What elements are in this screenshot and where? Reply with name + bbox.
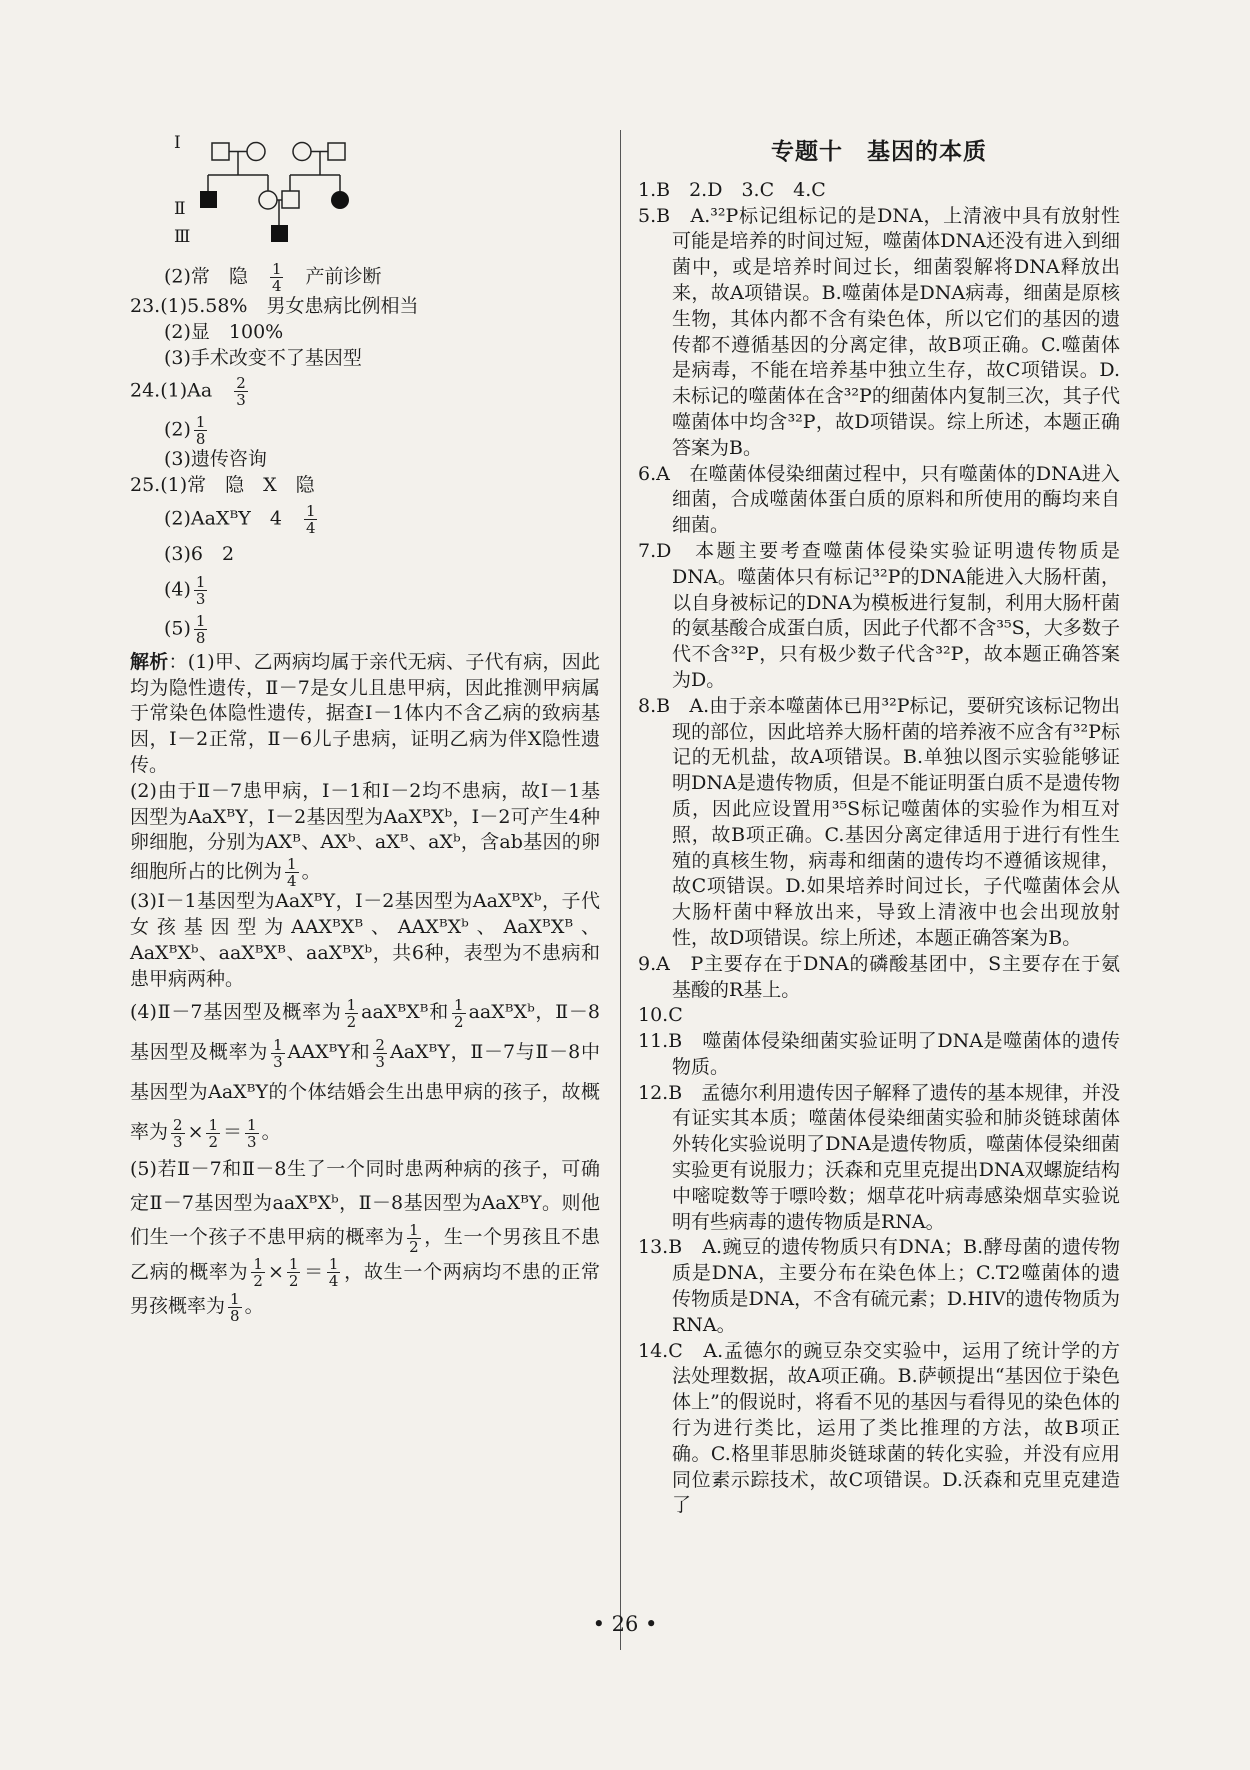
generation-label-3: Ⅲ [174,227,191,247]
answer-25-4: (4) $\frac{1}{3}$ [164,572,206,608]
answer-22-2: (2)常 隐 $\frac{1}{4}$ 产前诊断 [164,260,382,295]
pedigree-II-female [259,191,277,209]
answer-23-3: (3)手术改变不了基因型 [164,346,362,369]
answer-24-1: 24.(1)Aa $\frac{2}{3}$ [130,374,246,410]
analysis-part-5: (5)若Ⅱ－7和Ⅱ－8生了一个同时患两种病的孩子，可确定Ⅱ－7基因型为aaXᴮXᵇ，Ⅱ－8基因型为AaXᴮY。则他们生一个孩子不患甲病的概率为 $\frac{1}{2}$ ，生一个男孩且不患乙病的概率为 $\frac{1}{2}$ × $\frac{1}{2}$ ＝ $\frac{1}{4}$ ，故生一个两病均不患的正常男孩概率为 $\frac{1}{8}$ 。 [130,1158,600,1325]
pedigree-III-affected-male [271,225,288,242]
answer-item: 1.B 2.D 3.C 4.C [638,178,826,201]
answer-23-2: (2)显 100% [164,320,284,343]
analysis-part-2: (2)由于Ⅱ－7患甲病，Ⅰ－1和Ⅰ－2均不患病，故Ⅰ－1基因型为AaXᴮY，Ⅰ－2基因型为AaXᴮXᵇ，Ⅰ－2可产生4种卵细胞，分别为AXᴮ、AXᵇ、aXᴮ、aXᵇ，含ab基因的卵细胞所占的比例为 $\frac{1}{4}$ 。 [130,779,600,891]
answer-23-1: 23.(1)5.58% 男女患病比例相当 [130,295,419,317]
pedigree-I1-male [212,143,229,160]
generation-label-1: Ⅰ [174,133,181,153]
right-column [638,140,1120,1519]
answer-25-3: (3)6 2 [164,542,235,565]
section-title: 专题十 基因的本质 [771,139,987,165]
pedigree-I3-female [293,143,311,161]
answer-24-2: (2) $\frac{1}{8}$ [164,413,206,449]
pedigree-diagram [130,125,390,255]
left-column [130,125,600,1324]
answer-item: 14.C A.孟德尔的豌豆杂交实验中，运用了统计学的方法处理数据，故A项正确。B.萨顿提出“基因位于染色体上”的假说时，将看不见的基因与看得见的染色体的行为进行类比，运用了类比推理的方法，故B项正确。C.格里菲思肺炎链球菌的转化实验，并没有应用同位素示踪技术，故C项错误。D.沃森和克里克建造了 [638,1339,1120,1517]
pedigree-II-affected-male [200,191,217,208]
answer-25-5: (5) $\frac{1}{8}$ [164,611,206,647]
pedigree-I4-male [328,143,345,160]
pedigree-svg [130,125,390,255]
answer-item: 13.B A.豌豆的遗传物质只有DNA；B.酵母菌的遗传物质是DNA，主要分布在染色体上；C.T2噬菌体的遗传物质是DNA，不含有硫元素；D.HIV的遗传物质为RNA。 [638,1236,1120,1336]
answer-item: 12.B 孟德尔利用遗传因子解释了遗传的基本规律，并没有证实其本质；噬菌体侵染细菌实验和肺炎链球菌体外转化实验说明了DNA是遗传物质，噬菌体侵染细菌实验更有说服力；沃森和克里克提出DNA双螺旋结构中嘧啶数等于嘌呤数；烟草花叶病毒感染烟草实验说明有些病毒的遗传物质是RNA。 [638,1081,1120,1233]
answer-item: 6.A 在噬菌体侵染细菌过程中，只有噬菌体的DNA进入细菌，合成噬菌体蛋白质的原料和所使用的酶均来自细菌。 [638,462,1120,537]
analysis-part-3: (3)Ⅰ－1基因型为AaXᴮY，Ⅰ－2基因型为AaXᴮXᵇ，子代女孩基因型为AAXᴮXᴮ、AAXᴮXᵇ、AaXᴮXᴮ、AaXᴮXᵇ、aaXᴮXᴮ、aaXᴮXᵇ，共6种，表型为不患病和患甲病两种。 [130,890,600,990]
answer-item: 7.D 本题主要考查噬菌体侵染实验证明遗传物质是DNA。噬菌体只有标记³²P的DNA能进入大肠杆菌，以自身被标记的DNA为模板进行复制，利用大肠杆菌的氨基酸合成蛋白质，因此子代都不含³⁵S，大多数子代不含³²P，只有极少数子代含³²P，故本题正确答案为D。 [638,539,1120,691]
answer-item: 5.B A.³²P标记组标记的是DNA，上清液中具有放射性可能是培养的时间过短，噬菌体DNA还没有进入到细菌中，或是培养时间过长，细菌裂解将DNA释放出来，故A项错误。B.噬菌体是DNA病毒，细菌是原核生物，其体内都不含有染色体，所以它们的基因的遗传都不遵循基因的分离定律，故B项正确。C.噬菌体是病毒，不能在培养基中独立生存，故C项错误。D.未标记的噬菌体在含³²P的细菌体内复制三次，其子代噬菌体中均含³²P，故D项错误。综上所述，本题正确答案为B。 [638,204,1120,459]
pedigree-II-male [282,191,299,208]
answer-25-1: 25.(1)常 隐 X 隐 [130,474,315,497]
analysis-part-1: 解析：(1)甲、乙两病均属于亲代无病、子代有病，因此均为隐性遗传，Ⅱ－7是女儿且患甲病，因此推测甲病属于常染色体隐性遗传，据查Ⅰ－1体内不含乙病的致病基因，Ⅰ－2正常，Ⅱ－6儿子患病，证明乙病为伴X隐性遗传。 [130,650,600,776]
column-divider [620,130,621,1650]
answer-25-2: (2)AaXᴮY 4 $\frac{1}{4}$ [164,501,316,537]
generation-label-2: Ⅱ [174,199,186,219]
page-number: • 26 • [592,1612,658,1636]
pedigree-II-affected-female [331,191,349,209]
answer-item: 10.C [638,1004,683,1027]
answer-item: 11.B 噬菌体侵染细菌实验证明了DNA是噬菌体的遗传物质。 [638,1030,1120,1078]
analysis-part-4: (4)Ⅱ－7基因型及概率为 $\frac{1}{2}$ aaXᴮXᴮ和 $\frac{1}{2}$ aaXᴮXᵇ，Ⅱ－8基因型及概率为 $\frac{1}{3}$ AAXᴮY和 $\frac{2}{3}$ AaXᴮY，Ⅱ－7与Ⅱ－8中基因型为AaXᴮY的个体结婚会生出患甲病的孩子，故概率为 $\frac{2}{3}$ × $\frac{1}{2}$ ＝ $\frac{1}{3}$ 。 [130,995,600,1151]
answer-24-3: (3)遗传咨询 [164,448,267,471]
pedigree-I2-female [247,143,265,161]
answer-item: 8.B A.由于亲本噬菌体已用³²P标记，要研究该标记物出现的部位，因此培养大肠杆菌的培养液不应含有³²P标记的无机盐，故A项错误。B.单独以图示实验能够证明DNA是遗传物质，但是不能证明蛋白质不是遗传物质，因此应设置用³⁵S标记噬菌体的实验作为相互对照，故B项正确。C.基因分离定律适用于进行有性生殖的真核生物，病毒和细菌的遗传均不遵循该规律，故C项错误。D.如果培养时间过长，子代噬菌体会从大肠杆菌中释放出来，导致上清液中也会出现放射性，故D项错误。综上所述，本题正确答案为B。 [638,694,1120,949]
answer-item: 9.A P主要存在于DNA的磷酸基团中，S主要存在于氨基酸的R基上。 [638,952,1120,1001]
